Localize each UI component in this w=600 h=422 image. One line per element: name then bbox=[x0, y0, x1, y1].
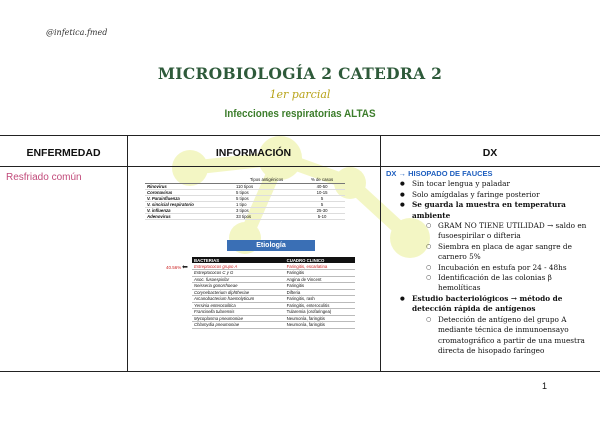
bacteria-name: Chlamydia pneumoniae bbox=[192, 322, 285, 329]
virus-percent: 5 bbox=[299, 201, 345, 207]
clinical-picture: Neumonía, faringitis bbox=[285, 322, 355, 329]
virus-types: 110 tipos bbox=[234, 183, 299, 189]
clinical-picture: Faringitis, enterocolitis bbox=[285, 302, 355, 309]
bacteria-name: Asoc. fusoespirilar bbox=[192, 276, 285, 283]
list-item: ● Solo amígdalas y faringe posterior bbox=[386, 190, 596, 200]
column-header-enfermedad: ENFERMEDAD bbox=[26, 147, 101, 159]
clinical-picture: Faringitis, rash bbox=[285, 296, 355, 303]
percent-marker: 40.56% bbox=[166, 265, 182, 270]
clinical-picture: Neumonía, faringitis bbox=[285, 315, 355, 322]
page-subtitle: 1er parcial bbox=[269, 88, 331, 101]
bacteria-table-header: CUADRO CLINICO bbox=[285, 257, 355, 263]
dx-column bbox=[386, 169, 596, 356]
bacteria-table-header: BACTERIAS bbox=[192, 257, 285, 263]
arrow-left-icon: ⬅ bbox=[182, 263, 188, 271]
list-subitem: ○ Detección de antígeno del grupo A mediante técnica de inmunoensayo cromatográfico a partir de una muestra directa de hisopado faríngeo bbox=[386, 315, 596, 357]
virus-types: 5 tipos bbox=[234, 189, 299, 195]
dx-heading: DX → HISOPADO DE FAUCES bbox=[386, 169, 493, 178]
bacteria-name: Estreptococos grupo A bbox=[192, 263, 285, 270]
list-subitem: ○ GRAM NO TIENE UTILIDAD → saldo en fusoespirilar o difteria bbox=[386, 221, 596, 242]
bacteria-table bbox=[192, 257, 355, 329]
virus-percent: 40-50 bbox=[299, 183, 345, 189]
page-title: MICROBIOLOGÍA 2 CATEDRA 2 bbox=[157, 64, 443, 83]
table-row bbox=[192, 322, 355, 329]
bacteria-name: Corynebacterium diphtheriae bbox=[192, 289, 285, 296]
bacteria-name: Arcanobacterium haemolyticum bbox=[192, 296, 285, 303]
virus-percent: 10-15 bbox=[299, 189, 345, 195]
virus-name: Coronavirus bbox=[145, 189, 234, 195]
clinical-picture: Faringitis, escarlatina bbox=[285, 263, 355, 270]
virus-table bbox=[145, 177, 345, 220]
disease-name: Resfriado común bbox=[6, 172, 82, 183]
list-item: ● Estudio bacteriológicos → método de detección rápida de antígenos bbox=[386, 294, 596, 315]
virus-name: V. sincicial respiratorio bbox=[145, 201, 234, 207]
virus-types: 1 tipo bbox=[234, 201, 299, 207]
column-header-dx: DX bbox=[482, 147, 498, 159]
section-title: Infecciones respiratorias ALTAS bbox=[224, 108, 376, 120]
bacteria-name: Mycoplasma pneumoniae bbox=[192, 315, 285, 322]
author-handle: @infetica.fmed bbox=[46, 28, 108, 37]
table-row bbox=[145, 213, 345, 219]
column-divider bbox=[380, 135, 381, 372]
virus-name: Adenovirus bbox=[145, 213, 234, 219]
list-subitem: ○ Incubación en estufa por 24 - 48hs bbox=[386, 263, 596, 273]
page-number: 1 bbox=[542, 381, 548, 391]
bacteria-name: Estreptococos C y G bbox=[192, 270, 285, 277]
virus-types: 5 tipos bbox=[234, 195, 299, 201]
clinical-picture: Angina de Vincent bbox=[285, 276, 355, 283]
virus-percent: 5 bbox=[299, 195, 345, 201]
virus-name: Rinovirus bbox=[145, 183, 234, 189]
dx-list bbox=[386, 179, 596, 356]
clinical-picture: Faringitis bbox=[285, 270, 355, 277]
bacteria-name: Yersinia enterocolitica bbox=[192, 302, 285, 309]
column-divider bbox=[127, 135, 128, 372]
virus-types: 33 tipos bbox=[234, 213, 299, 219]
virus-types: 3 tipos bbox=[234, 207, 299, 213]
list-item: ● Se guarda la muestra en temperatura ambiente bbox=[386, 200, 596, 221]
virus-percent: 5-10 bbox=[299, 213, 345, 219]
list-subitem: ○ Siembra en placa de agar sangre de carnero 5% bbox=[386, 242, 596, 263]
virus-table-header: % de casos bbox=[299, 177, 345, 183]
virus-name: V. Parainfluenza bbox=[145, 195, 234, 201]
virus-name: V. influenza bbox=[145, 207, 234, 213]
column-header-informacion: INFORMACIÓN bbox=[215, 147, 292, 159]
bacteria-name: Francisella tularensis bbox=[192, 309, 285, 316]
list-subitem: ○ Identificación de las colonias β hemolíticas bbox=[386, 273, 596, 294]
clinical-picture: Difteria bbox=[285, 289, 355, 296]
header-divider bbox=[0, 166, 600, 167]
virus-table-header: Tipos antigénicos bbox=[234, 177, 299, 183]
bacteria-name: Neisseria gonorrhoeae bbox=[192, 283, 285, 290]
list-item: ● Sin tocar lengua y paladar bbox=[386, 179, 596, 189]
virus-percent: 25-30 bbox=[299, 207, 345, 213]
clinical-picture: Tularemia (orofaringea) bbox=[285, 309, 355, 316]
clinical-picture: Faringitis bbox=[285, 283, 355, 290]
etiologia-label: Etiología bbox=[227, 240, 315, 251]
